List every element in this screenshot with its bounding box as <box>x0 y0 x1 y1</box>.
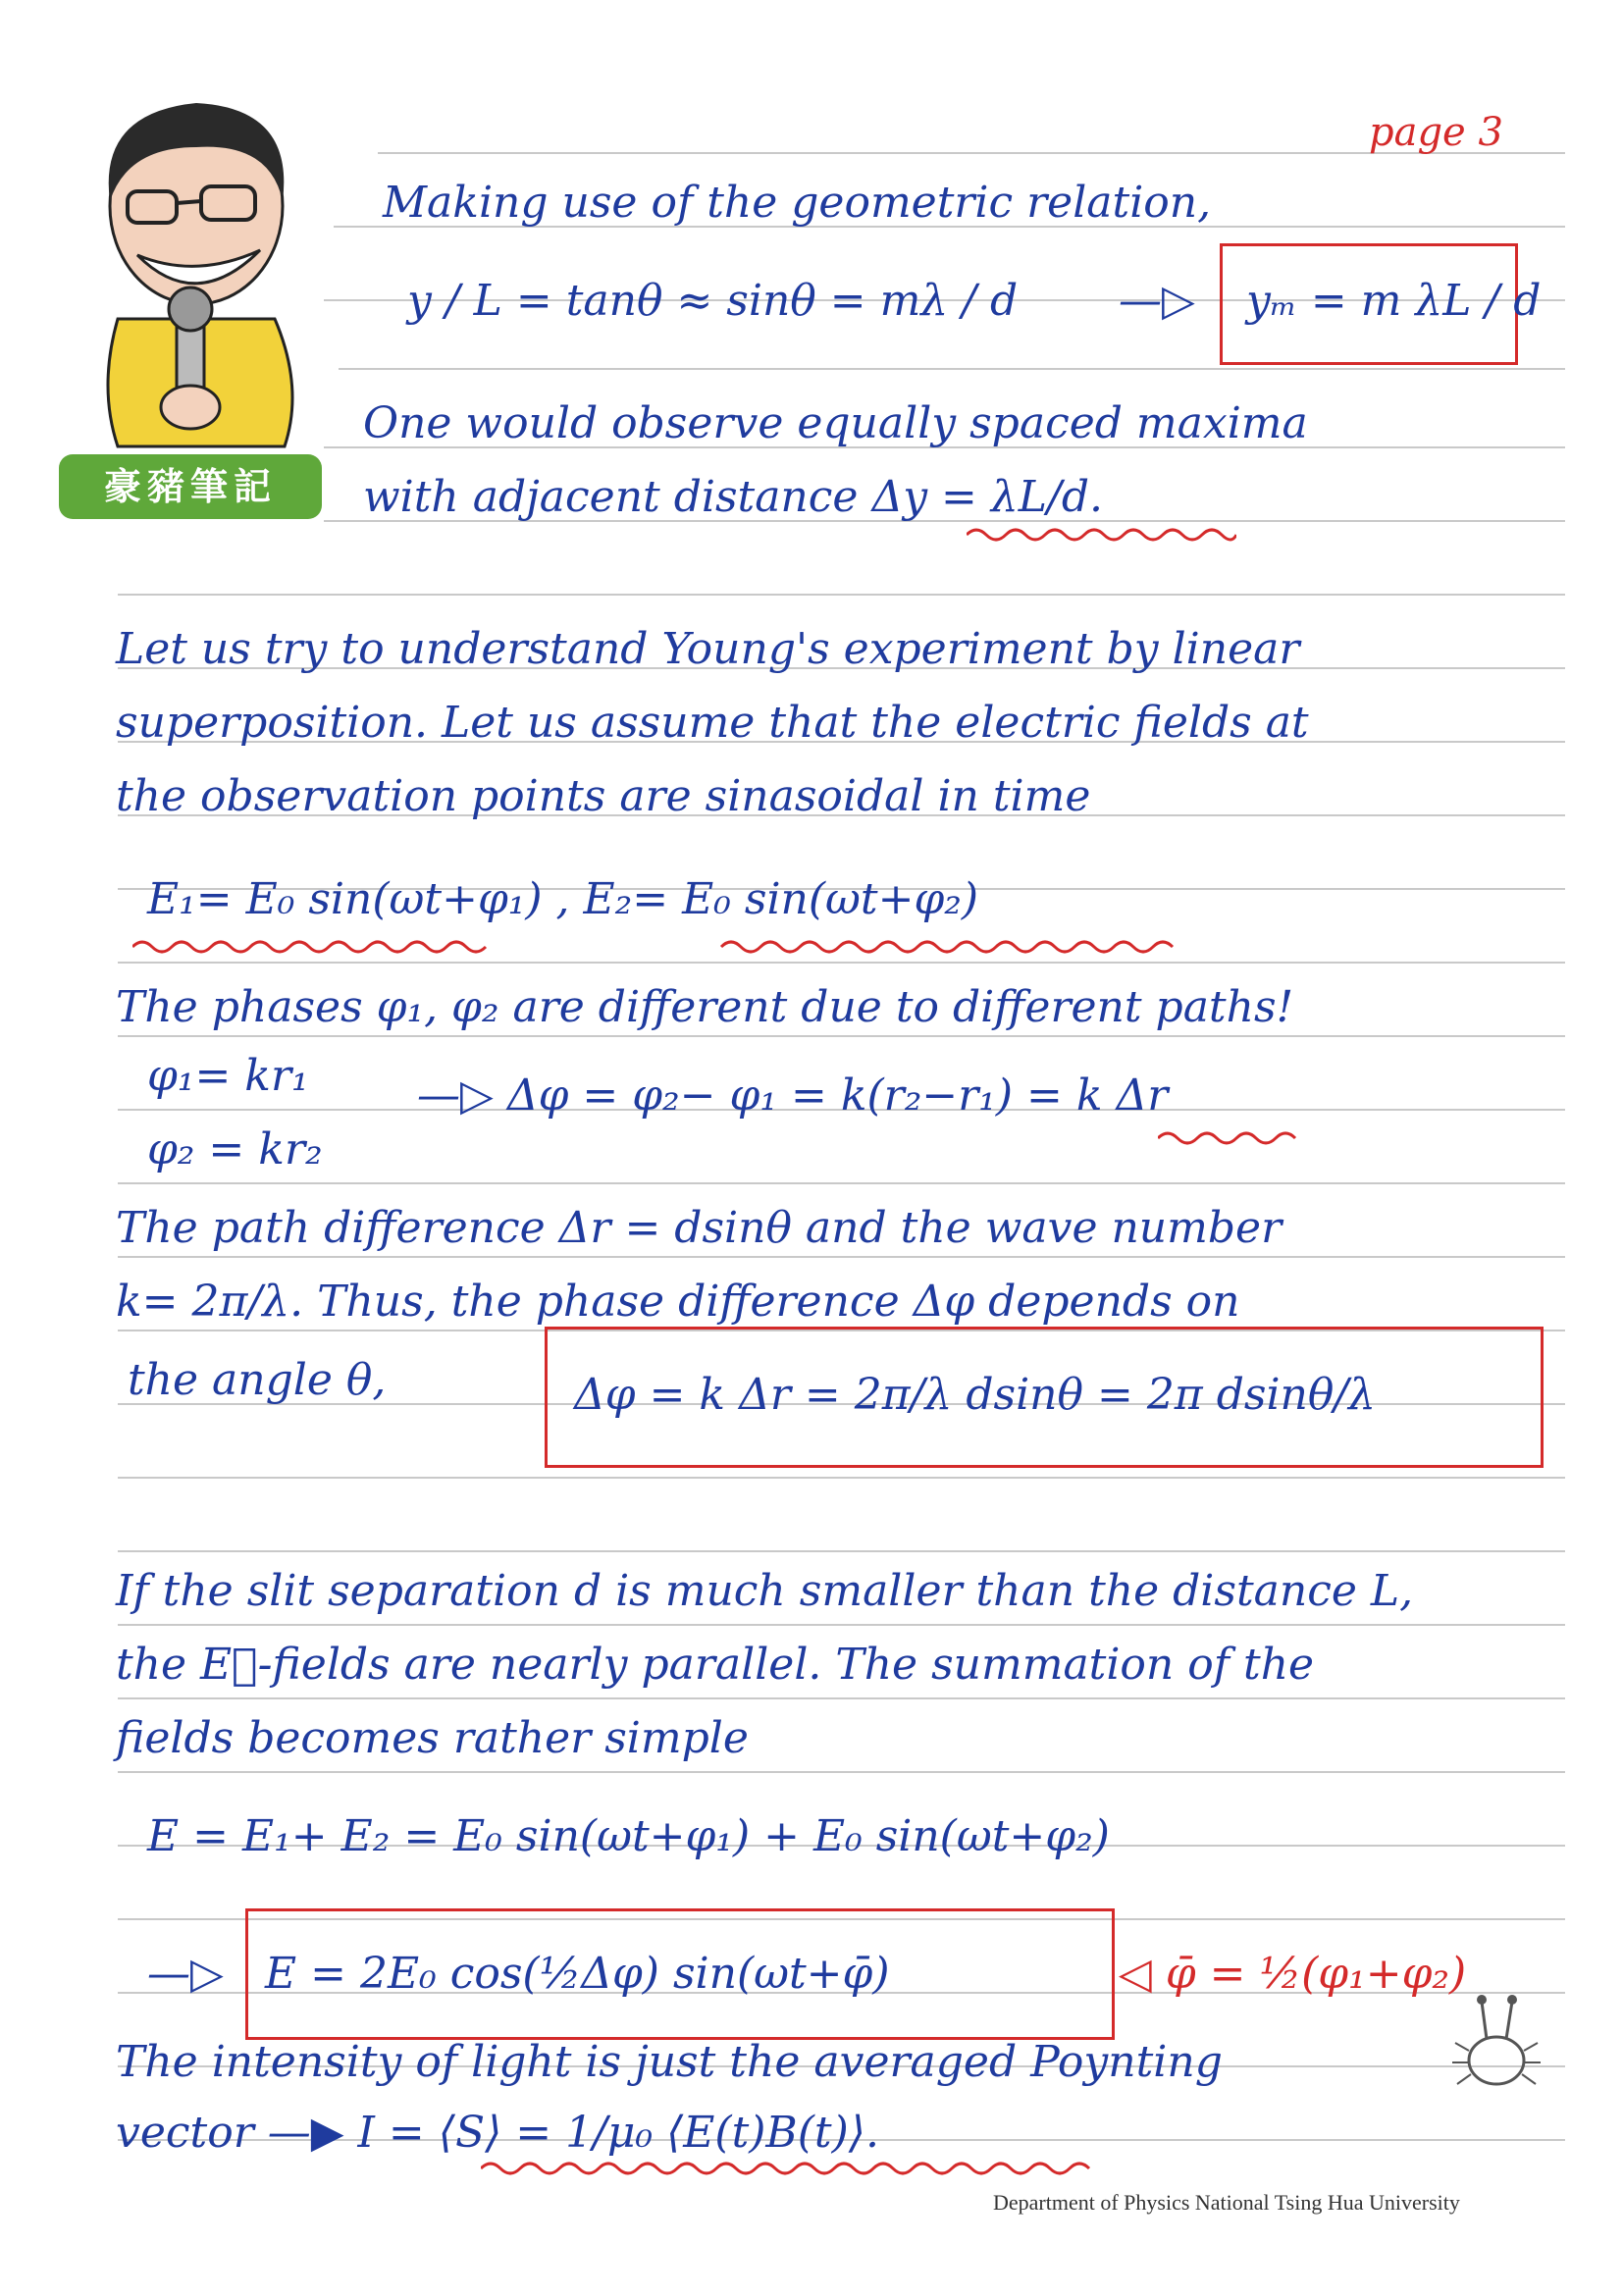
cartoon-mascot-image <box>59 93 324 456</box>
text-line-fields-parallel: the E⃗-fields are nearly parallel. The summation of the <box>116 1640 1315 1690</box>
equation-ym: yₘ = m λL / d <box>1246 276 1542 326</box>
hedgehog-doodle-icon <box>1447 1982 1545 2100</box>
text-line-poynting-vector: vector —▶ I = ⟨S⟩ = 1/μ₀ ⟨E(t)B(t)⟩. <box>116 2108 879 2158</box>
arrow-implies: —▷ <box>147 1949 224 1999</box>
text-line-observation-points: the observation points are sinasoidal in time <box>116 771 1091 821</box>
equation-delta-phi: —▷ Δφ = φ₂− φ₁ = k(r₂−r₁) = k Δr <box>417 1070 1169 1121</box>
equation-tan-sin: y / L = tanθ ≈ sinθ = mλ / d <box>407 276 1019 326</box>
annotation-phi-bar: ◁ φ̄ = ½(φ₁+φ₂) <box>1119 1949 1467 1999</box>
text-line-wave-number: k= 2π/λ. Thus, the phase difference Δφ depends on <box>116 1277 1240 1327</box>
text-line-intensity: The intensity of light is just the averaged Poynting <box>116 2037 1223 2087</box>
notes-badge: 豪豬筆記 <box>59 454 322 519</box>
text-line-path-difference: The path difference Δr = dsinθ and the wave number <box>116 1203 1283 1253</box>
equation-delta-phi-result: Δφ = k Δr = 2π/λ dsinθ = 2π dsinθ/λ <box>574 1370 1377 1420</box>
page-number: page 3 <box>1369 110 1503 155</box>
underline-squiggle <box>967 525 1236 545</box>
equation-e1-e2: E₁= E₀ sin(ωt+φ₁) , E₂= E₀ sin(ωt+φ₂) <box>147 874 979 924</box>
text-line-slit-separation: If the slit separation d is much smaller than the distance L, <box>116 1566 1414 1616</box>
text-line-superposition: superposition. Let us assume that the electric fields at <box>116 698 1309 748</box>
text-line-phases-different: The phases φ₁, φ₂ are different due to different paths! <box>116 982 1294 1032</box>
text-line-geometric-relation: Making use of the geometric relation, <box>383 178 1212 228</box>
text-line-equally-spaced: One would observe equally spaced maxima <box>363 398 1308 448</box>
text-line-adjacent-distance: with adjacent distance Δy = λL/d. <box>363 472 1103 522</box>
text-line-the-angle: the angle θ, <box>128 1355 387 1405</box>
text-line-summation-simple: fields becomes rather simple <box>116 1713 749 1763</box>
footer-department: Department of Physics National Tsing Hua University <box>993 2190 1460 2215</box>
equation-phi1: φ₁= kr₁ <box>147 1051 309 1101</box>
equation-e-sum: E = E₁+ E₂ = E₀ sin(ωt+φ₁) + E₀ sin(ωt+φ₂) <box>147 1811 1110 1861</box>
underline-squiggle <box>1158 1128 1315 1148</box>
text-line-youngs-experiment: Let us try to understand Young's experiment by linear <box>116 624 1300 674</box>
underline-squiggle <box>481 2159 1109 2178</box>
underline-squiggle <box>132 937 1241 957</box>
equation-e-result: E = 2E₀ cos(½Δφ) sin(ωt+φ̄) <box>265 1949 890 1999</box>
equation-phi2: φ₂ = kr₂ <box>147 1124 323 1174</box>
arrow-implies: —▷ <box>1119 276 1195 326</box>
